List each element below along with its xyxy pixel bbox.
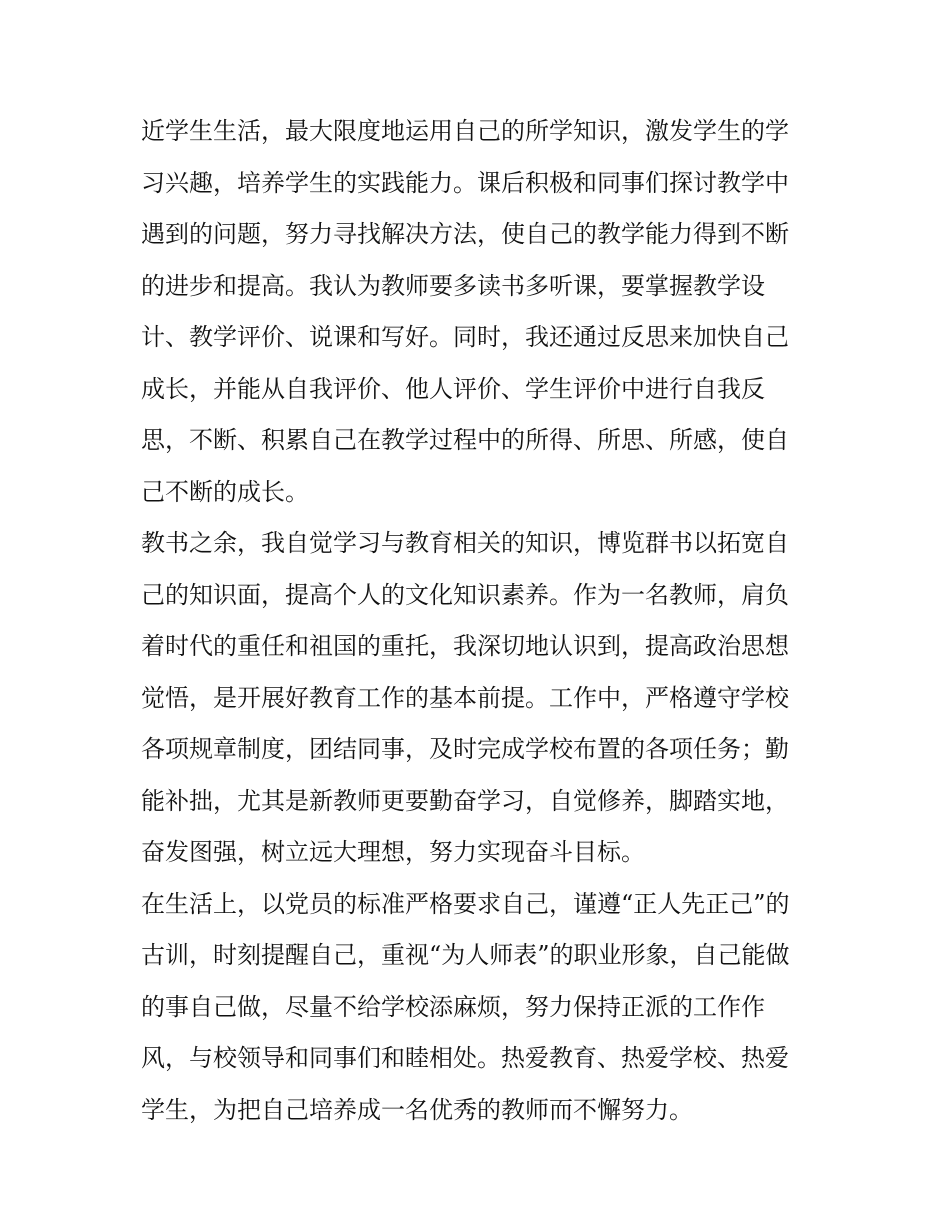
- text-line: 近学生生活，最大限度地运用自己的所学知识，激发学生的学: [141, 117, 789, 145]
- text-line: 在生活上，以党员的标准严格要求自己，谨遵“正人先正己”的: [141, 889, 790, 918]
- text-line: 己不断的成长。: [141, 477, 309, 506]
- text-line: 的进步和提高。我认为教师要多读书多听课，要掌握教学设: [141, 271, 765, 300]
- document-body: [141, 106, 821, 1136]
- paragraph-teaching-practice: [141, 106, 821, 518]
- paragraph-self-study: [141, 518, 821, 879]
- text-line: 遇到的问题，努力寻找解决方法，使自己的教学能力得到不断: [141, 220, 789, 248]
- text-line: 教书之余，我自觉学习与教育相关的知识，博览群书以拓宽自: [141, 529, 789, 557]
- text-line: 成长，并能从自我评价、他人评价、学生评价中进行自我反: [141, 374, 765, 403]
- text-line: 风，与校领导和同事们和睦相处。热爱教育、热爱学校、热爱: [141, 1044, 789, 1072]
- text-line: 学生，为把自己培养成一名优秀的教师而不懈努力。: [141, 1095, 693, 1124]
- text-line: 己的知识面，提高个人的文化知识素养。作为一名教师，肩负: [141, 580, 789, 609]
- text-line: 奋发图强，树立远大理想，努力实现奋斗目标。: [141, 838, 645, 866]
- paragraph-daily-life: [141, 879, 821, 1137]
- text-line: 思，不断、积累自己在教学过程中的所得、所思、所感，使自: [141, 426, 789, 454]
- text-line: 觉悟，是开展好教育工作的基本前提。工作中，严格遵守学校: [141, 683, 789, 712]
- text-line: 古训，时刻提醒自己，重视“为人师表”的职业形象，自己能做: [141, 941, 790, 969]
- text-line: 能补拙，尤其是新教师更要勤奋学习，自觉修养，脚踏实地，: [141, 786, 789, 815]
- text-line: 的事自己做，尽量不给学校添麻烦，努力保持正派的工作作: [141, 992, 765, 1021]
- text-line: 习兴趣，培养学生的实践能力。课后积极和同事们探讨教学中: [141, 168, 789, 197]
- text-line: 计、教学评价、说课和写好。同时，我还通过反思来加快自己: [141, 323, 789, 351]
- text-line: 各项规章制度，团结同事，及时完成学校布置的各项任务；勤: [141, 735, 789, 763]
- text-line: 着时代的重任和祖国的重托，我深切地认识到，提高政治思想: [141, 632, 789, 660]
